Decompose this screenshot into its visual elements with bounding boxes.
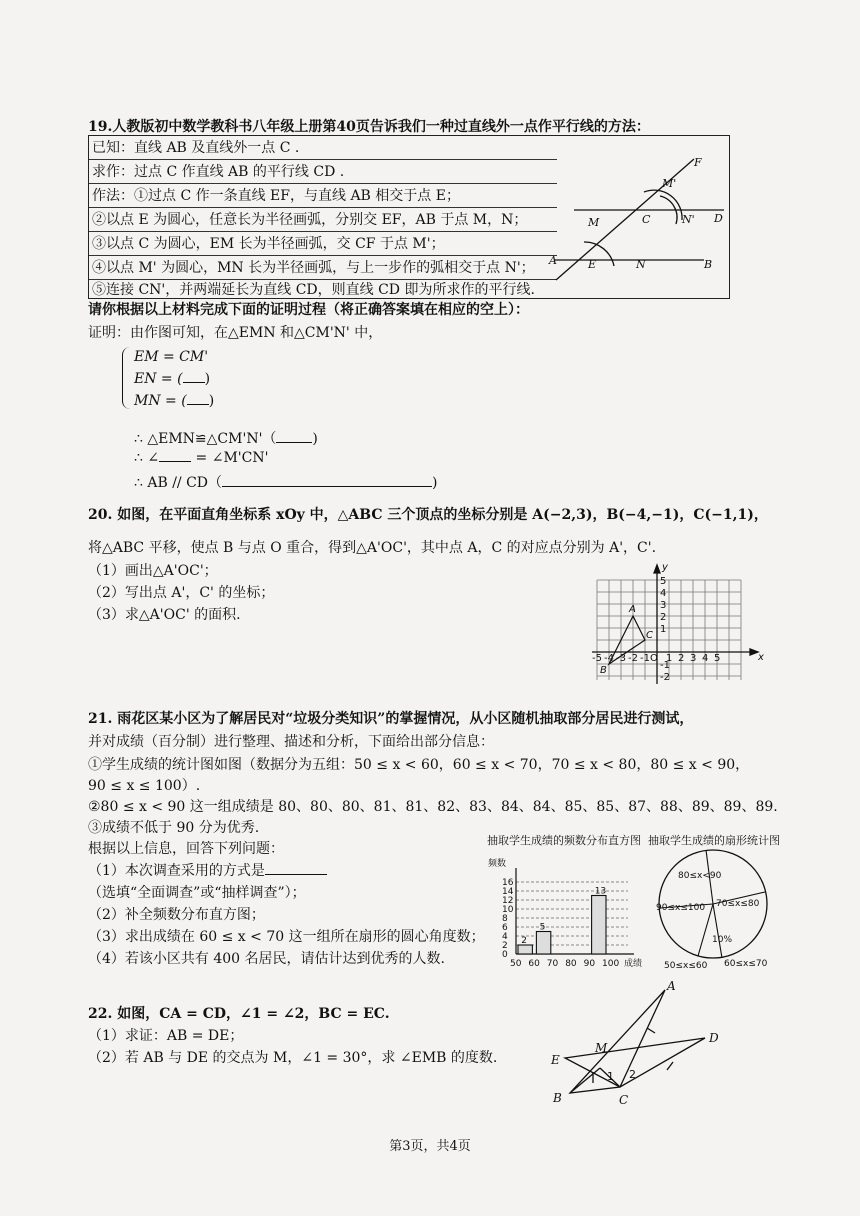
q19-label-Np: N' bbox=[682, 213, 695, 226]
histo-bar bbox=[592, 896, 606, 955]
histo-ytick: 8 bbox=[502, 914, 508, 924]
q19-method-box bbox=[88, 135, 730, 299]
q19-cond2: EN = ( ) bbox=[134, 371, 211, 387]
histo-bar bbox=[536, 932, 550, 955]
histo-bar-label: 13 bbox=[594, 886, 607, 897]
pie-label-10pct: 10% bbox=[712, 935, 733, 945]
q20-line1: 20. 如图，在平面直角坐标系 xOy 中，△ABC 三个顶点的坐标分别是 A(−2,3)，B(−4,−1)，C(−1,1)， bbox=[88, 507, 768, 523]
q19-instruction: 请你根据以上材料完成下面的证明过程（将正确答案填在相应的空上）： bbox=[88, 302, 529, 318]
q21-line3: ①学生成绩的统计图如图（数据分为五组：50 ≤ x < 60，60 ≤ x < 70，70 ≤ x < 80，80 ≤ x < 90， bbox=[88, 757, 750, 773]
q21-question1-hint: （选填“全面调查”或“抽样调查”）； bbox=[88, 885, 306, 901]
q20-ytick-2: 2 bbox=[660, 612, 667, 623]
q21-line1: 21. 雨花区某小区为了解居民对“垃圾分类知识”的掌握情况，从小区随机抽取部分居民进行测试， bbox=[88, 711, 694, 727]
q20-xtick-3: 3 bbox=[690, 653, 697, 664]
q19-therefore2: ∴ ∠ = ∠M'CN' bbox=[134, 450, 269, 466]
histo-xtick: 80 bbox=[565, 959, 577, 969]
q19-blank-angle[interactable] bbox=[159, 461, 191, 462]
q19-known: 已知：直线 AB 及直线外一点 C . bbox=[92, 140, 300, 156]
q21-line6: ③成绩不低于 90 分为优秀. bbox=[88, 820, 260, 836]
q19-step2: ②以点 E 为圆心，任意长为半径画弧，分别交 EF，AB 于点 M，N； bbox=[92, 212, 528, 228]
q20-point-A: A bbox=[629, 604, 636, 615]
q21-line5: ②80 ≤ x < 90 这一组成绩是 80、80、80、81、81、82、83、84、84、85、85、87、88、89、89、89. bbox=[88, 799, 778, 815]
q20-ytick-5: 5 bbox=[660, 576, 667, 587]
pie-label-90-100: 90≤x≤100 bbox=[656, 903, 706, 913]
pie-label-60-70: 60≤x≤70 bbox=[724, 959, 768, 969]
q19-step3: ③以点 C 为圆心，EM 长为半径画弧，交 CF 于点 M'； bbox=[92, 236, 445, 252]
q19-label-D: D bbox=[714, 212, 723, 225]
q19-find: 求作：过点 C 作直线 AB 的平行线 CD . bbox=[92, 164, 345, 180]
q21-question4: （4）若该小区共有 400 名居民，请估计达到优秀的人数. bbox=[88, 951, 445, 967]
frequency-histogram bbox=[488, 852, 646, 972]
histo-ytick: 14 bbox=[502, 887, 514, 897]
q20-ytick-3: 3 bbox=[660, 600, 667, 611]
q19-cond3: MN = ( ) bbox=[134, 393, 215, 409]
histo-ytick: 10 bbox=[502, 905, 514, 915]
q22-label-C: C bbox=[619, 1093, 629, 1107]
q20-part3: （3）求△A'OC' 的面积. bbox=[88, 607, 241, 623]
q19-label-M: M bbox=[588, 216, 600, 229]
q21-line4: 90 ≤ x ≤ 100）. bbox=[88, 778, 201, 794]
q20-xtick-m3: -3 bbox=[616, 653, 626, 664]
histo-xtick: 90 bbox=[583, 959, 596, 969]
q22-label-M: M bbox=[595, 1041, 608, 1055]
histo-ylabel: 频数 bbox=[488, 859, 507, 869]
page-footer: 第3页，共4页 bbox=[389, 1139, 471, 1154]
q19-blank-EN[interactable] bbox=[183, 382, 205, 383]
histo-xlabel: 成绩 bbox=[624, 959, 643, 969]
q20-xtick-m4: -4 bbox=[604, 653, 614, 664]
histo-bar-label: 5 bbox=[539, 922, 546, 933]
q21-line2: 并对成绩（百分制）进行整理、描述和分析，下面给出部分信息： bbox=[88, 734, 494, 750]
pie-divider-3 bbox=[713, 904, 722, 958]
q19-construction-figure bbox=[544, 154, 729, 284]
q19-title: 19.人教版初中数学教科书八年级上册第40页告诉我们一种过直线外一点作平行线的方法： bbox=[88, 119, 650, 135]
q20-line2: 将△ABC 平移，使点 B 与点 O 重合，得到△A'OC'，其中点 A，C 的对应点分别为 A'，C'. bbox=[88, 540, 657, 556]
q20-x-axis-label: x bbox=[758, 652, 764, 663]
histo-xtick: 50 bbox=[510, 959, 522, 969]
q22-label-B: B bbox=[553, 1091, 562, 1105]
histo-bar bbox=[518, 945, 532, 954]
q20-point-C: C bbox=[646, 630, 653, 641]
q19-cond1: EM = CM' bbox=[134, 349, 209, 365]
pie-label-50-60: 50≤x≤60 bbox=[664, 961, 708, 971]
q19-label-Mp: M' bbox=[662, 177, 677, 190]
q19-label-A: A bbox=[549, 254, 557, 267]
histogram-title: 抽取学生成绩的频数分布直方图 bbox=[487, 834, 641, 847]
q19-therefore1: ∴ △EMN≌△CM'N'（ ) bbox=[134, 431, 318, 447]
histo-ytick: 12 bbox=[502, 896, 514, 906]
q20-xtick-1: 1 bbox=[666, 653, 673, 664]
q20-xtick-5: 5 bbox=[714, 653, 721, 664]
pie-chart bbox=[650, 848, 780, 972]
q20-xtick-m2: -2 bbox=[628, 653, 638, 664]
histo-ytick: 2 bbox=[502, 941, 508, 951]
q19-step5: ⑤连接 CN'，并两端延长为直线 CD，则直线 CD 即为所求作的平行线. bbox=[92, 282, 535, 298]
pie-title: 抽取学生成绩的扇形统计图 bbox=[648, 834, 780, 847]
q21-question3: （3）求出成绩在 60 ≤ x < 70 这一组所在扇形的圆心角度数； bbox=[88, 929, 485, 945]
histo-xtick: 100 bbox=[602, 959, 620, 969]
q20-part2: （2）写出点 A'，C' 的坐标； bbox=[88, 585, 275, 601]
pie-label-80-90: 80≤x<90 bbox=[678, 871, 722, 881]
q21-blank-survey-method[interactable] bbox=[265, 874, 327, 875]
histo-ytick: 4 bbox=[502, 932, 508, 942]
q22-label-D: D bbox=[709, 1031, 719, 1045]
histo-xtick: 60 bbox=[528, 959, 540, 969]
q20-xtick-m5: -5 bbox=[592, 653, 602, 664]
q19-brace bbox=[122, 347, 131, 409]
histo-xtick: 70 bbox=[546, 959, 559, 969]
q22-label-E: E bbox=[551, 1053, 560, 1067]
histo-ytick: 0 bbox=[502, 950, 508, 960]
histo-ytick: 16 bbox=[502, 878, 514, 888]
q19-step1: 作法：①过点 C 作一条直线 EF，与直线 AB 相交于点 E； bbox=[92, 188, 460, 204]
q21-line7: 根据以上信息，回答下列问题： bbox=[88, 841, 284, 857]
q20-coordinate-grid bbox=[582, 560, 768, 690]
q20-ytick-m2: -2 bbox=[660, 672, 670, 683]
q22-angle-1: 1 bbox=[607, 1070, 614, 1083]
q19-therefore3: ∴ AB // CD（ ) bbox=[134, 475, 438, 491]
q19-label-F: F bbox=[694, 156, 702, 169]
q19-blank-MN[interactable] bbox=[187, 404, 209, 405]
q19-label-E: E bbox=[588, 258, 597, 271]
q19-label-C: C bbox=[642, 213, 651, 226]
q19-label-N: N bbox=[636, 258, 646, 271]
q22-line1: 22. 如图，CA = CD，∠1 = ∠2，BC = EC. bbox=[88, 1006, 390, 1022]
q22-label-A: A bbox=[667, 980, 676, 993]
q20-point-B: B bbox=[600, 665, 607, 676]
q20-ytick-1: 1 bbox=[660, 624, 667, 635]
q19-blank-reason3[interactable] bbox=[222, 486, 432, 487]
pie-label-70-80: 70≤x≤80 bbox=[716, 899, 760, 909]
q20-ytick-m1: -1 bbox=[660, 660, 670, 671]
q19-label-B: B bbox=[704, 258, 713, 271]
q21-question2: （2）补全频数分布直方图； bbox=[88, 907, 265, 923]
q20-part1: （1）画出△A'OC'； bbox=[88, 563, 218, 579]
q19-proof-intro: 证明：由作图可知，在△EMN 和△CM'N' 中， bbox=[88, 325, 383, 341]
q21-question1: （1）本次调查采用的方式是 bbox=[88, 860, 327, 880]
q20-y-axis-label: y bbox=[662, 562, 668, 573]
q20-xtick-4: 4 bbox=[702, 653, 709, 664]
histo-bar-label: 2 bbox=[521, 936, 527, 946]
q22-part2: （2）若 AB 与 DE 的交点为 M，∠1 = 30°，求 ∠EMB 的度数. bbox=[88, 1050, 498, 1066]
q22-figure bbox=[545, 980, 745, 1110]
q20-ytick-4: 4 bbox=[660, 588, 667, 599]
histo-ytick: 6 bbox=[502, 923, 508, 933]
q19-step4: ④以点 M' 为圆心，MN 长为半径画弧，与上一步作的弧相交于点 N'； bbox=[92, 260, 535, 276]
q20-xtick-2: 2 bbox=[678, 653, 685, 664]
q22-part1: （1）求证：AB = DE； bbox=[88, 1028, 244, 1044]
q19-blank-reason1[interactable] bbox=[276, 442, 312, 443]
q20-origin: O bbox=[650, 653, 658, 664]
q20-xtick-m1: -1 bbox=[640, 653, 650, 664]
q22-angle-2: 2 bbox=[629, 1068, 636, 1081]
